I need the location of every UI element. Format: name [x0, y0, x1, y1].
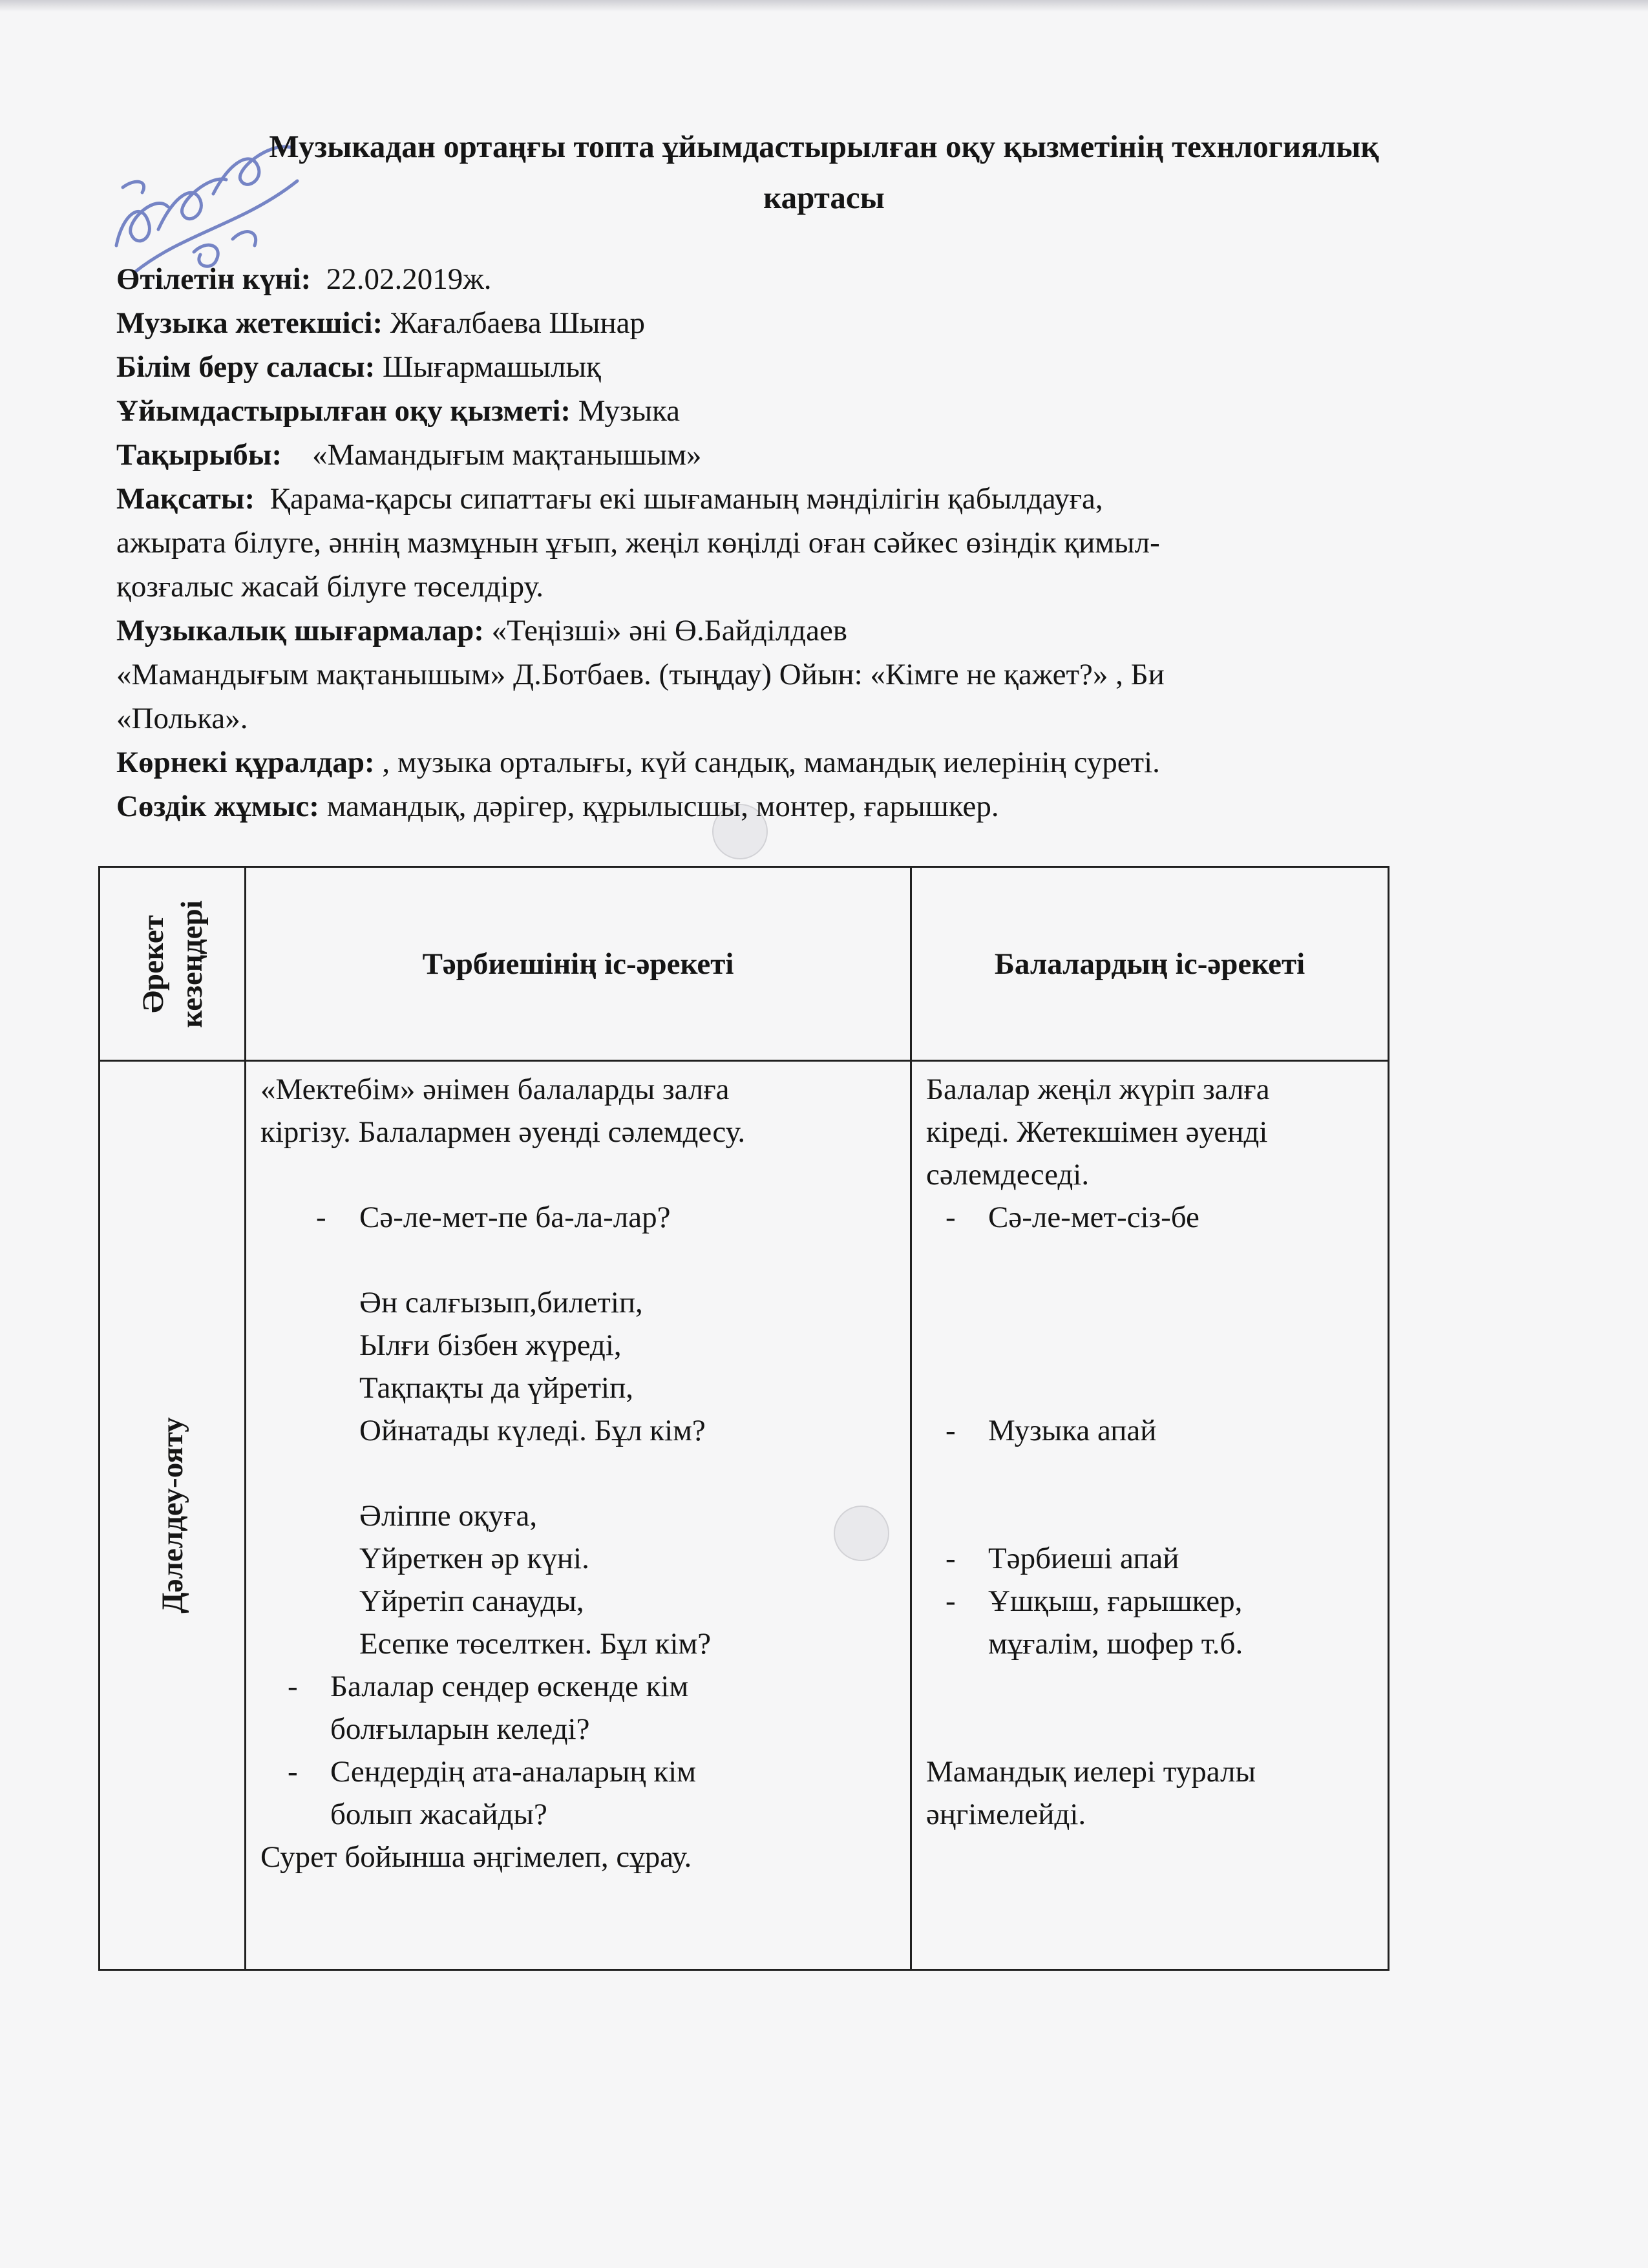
verse2-line2: Үйреткен әр күні. — [359, 1542, 589, 1575]
stage-label: Дәлелдеу-ояту — [155, 1417, 189, 1613]
teacher-closing: Сурет бойынша әңгімелеп, сұрау. — [260, 1840, 692, 1874]
children-cell — [911, 1061, 1389, 1970]
question1-line2: болғыларын келеді? — [330, 1712, 590, 1746]
children-content — [912, 1062, 1388, 1969]
stage-cell — [100, 1061, 246, 1970]
goal-label: Мақсаты: — [116, 482, 255, 516]
visual-line — [116, 740, 1486, 784]
verse1-line4: Ойнатады күледі. Бұл кім? — [359, 1414, 706, 1447]
verse1-line1: Ән салғызып,билетіп, — [359, 1286, 643, 1319]
bullet-dash: - — [945, 1584, 956, 1618]
bullet-dash: - — [945, 1542, 956, 1575]
leader-value: Жағалбаева Шынар — [390, 306, 645, 340]
header-children: Балалардың іс-әрекеті — [911, 867, 1389, 1061]
bullet-dash: - — [945, 1201, 956, 1234]
topic-line — [116, 433, 1486, 477]
goal-text-2: ажырата білуге, әннің мазмұнын ұғып, жеңіл көңілді оған сәйкес өзіндік қимыл- — [116, 526, 1160, 560]
verse2-line1: Әліппе оқуға, — [359, 1499, 538, 1533]
document-title-line2: картасы — [763, 180, 885, 215]
children-answer-4-line2: мұғалім, шофер т.б. — [988, 1627, 1243, 1661]
verse1-line2: Ылғи бізбен жүреді, — [359, 1328, 622, 1362]
works-line1 — [116, 609, 1486, 653]
children-answer-3: Тәрбиеші апай — [988, 1542, 1179, 1575]
table-row — [100, 1061, 1389, 1970]
activity-label: Ұйымдастырылған оқу қызметі: — [116, 394, 571, 428]
visual-label: Көрнекі құралдар: — [116, 746, 375, 779]
table-header-row — [100, 867, 1389, 1061]
teacher-intro-2: кіргізу. Балалармен әуенді сәлемдесу. — [260, 1115, 746, 1149]
bullet-dash: - — [288, 1755, 298, 1789]
date-value: 22.02.2019ж. — [326, 262, 492, 296]
header-stage — [134, 900, 211, 1027]
children-closing-2: әңгімелейді. — [926, 1798, 1086, 1831]
children-answer-4-line1: Ұшқыш, ғарышкер, — [988, 1584, 1243, 1618]
vocab-value: мамандық, дәрігер, құрылысшы, монтер, ғарышкер. — [326, 790, 999, 823]
teacher-cell — [246, 1061, 911, 1970]
header-stage-line1: Әрекет — [136, 914, 170, 1013]
topic-label: Тақырыбы: — [116, 438, 282, 472]
date-line — [116, 257, 1486, 301]
leader-label: Музыка жетекшісі: — [116, 306, 383, 340]
teacher-intro-1: «Мектебім» әнімен балаларды залға — [260, 1073, 730, 1106]
goal-line1 — [116, 477, 1486, 521]
teacher-content — [246, 1062, 910, 1969]
lesson-info — [116, 257, 1486, 828]
bullet-dash: - — [945, 1414, 956, 1447]
leader-line — [116, 301, 1486, 345]
question2-line1: Сендердің ата-аналарың кім — [330, 1755, 696, 1789]
works-label: Музыкалық шығармалар: — [116, 614, 484, 647]
lesson-table — [98, 866, 1389, 1971]
date-label: Өтілетін күні: — [116, 262, 312, 296]
bullet-dash: - — [316, 1201, 326, 1234]
vocab-line — [116, 784, 1486, 828]
children-intro-1: Балалар жеңіл жүріп залға — [926, 1073, 1270, 1106]
document-title-line1: Музыкадан ортаңғы топта ұйымдастырылған оқу қызметінің технлогиялық — [269, 129, 1379, 164]
children-closing-1: Мамандық иелері туралы — [926, 1755, 1256, 1789]
goal-text-3: қозғалыс жасай білуге төселдіру. — [116, 570, 544, 604]
bullet-dash: - — [288, 1670, 298, 1703]
verse2-line4: Есепке төселткен. Бұл кім? — [359, 1627, 712, 1661]
works-text-3: «Полька». — [116, 702, 248, 735]
header-teacher: Тәрбиешінің іс-әрекеті — [246, 867, 911, 1061]
area-label: Білім беру саласы: — [116, 350, 375, 384]
activity-value: Музыка — [578, 394, 681, 428]
visual-value: , музыка орталығы, күй сандық, мамандық иелерінің суреті. — [382, 746, 1160, 779]
scan-shadow — [0, 0, 1648, 12]
works-text-1: «Теңізші» әні Ө.Байділдаев — [491, 614, 847, 647]
verse1-line3: Тақпақты да үйретіп, — [359, 1371, 633, 1405]
children-intro-2: кіреді. Жетекшімен әуенді — [926, 1115, 1268, 1149]
verse2-line3: Үйретіп санауды, — [359, 1584, 584, 1618]
question1-line1: Балалар сендер өскенде кім — [330, 1670, 689, 1703]
goal-text-1: Қарама-қарсы сипаттағы екі шығаманың мәнділігін қабылдауға, — [269, 482, 1103, 516]
area-value: Шығармашылық — [383, 350, 601, 384]
children-answer-1: Сә-ле-мет-сіз-бе — [988, 1201, 1199, 1234]
teacher-greeting: Сә-ле-мет-пе ба-ла-лар? — [359, 1201, 671, 1234]
area-line — [116, 345, 1486, 389]
question2-line2: болып жасайды? — [330, 1798, 547, 1831]
vocab-label: Сөздік жұмыс: — [116, 790, 319, 823]
topic-value: «Мамандығым мақтанышым» — [312, 438, 702, 472]
activity-line — [116, 389, 1486, 433]
children-intro-3: сәлемдеседі. — [926, 1158, 1090, 1192]
works-text-2: «Мамандығым мақтанышым» Д.Ботбаев. (тыңдау) Ойын: «Кімге не қажет?» , Би — [116, 658, 1165, 691]
header-stage-line2: кезеңдері — [174, 899, 209, 1028]
header-stage-cell — [100, 867, 246, 1061]
children-answer-2: Музыка апай — [988, 1414, 1157, 1447]
